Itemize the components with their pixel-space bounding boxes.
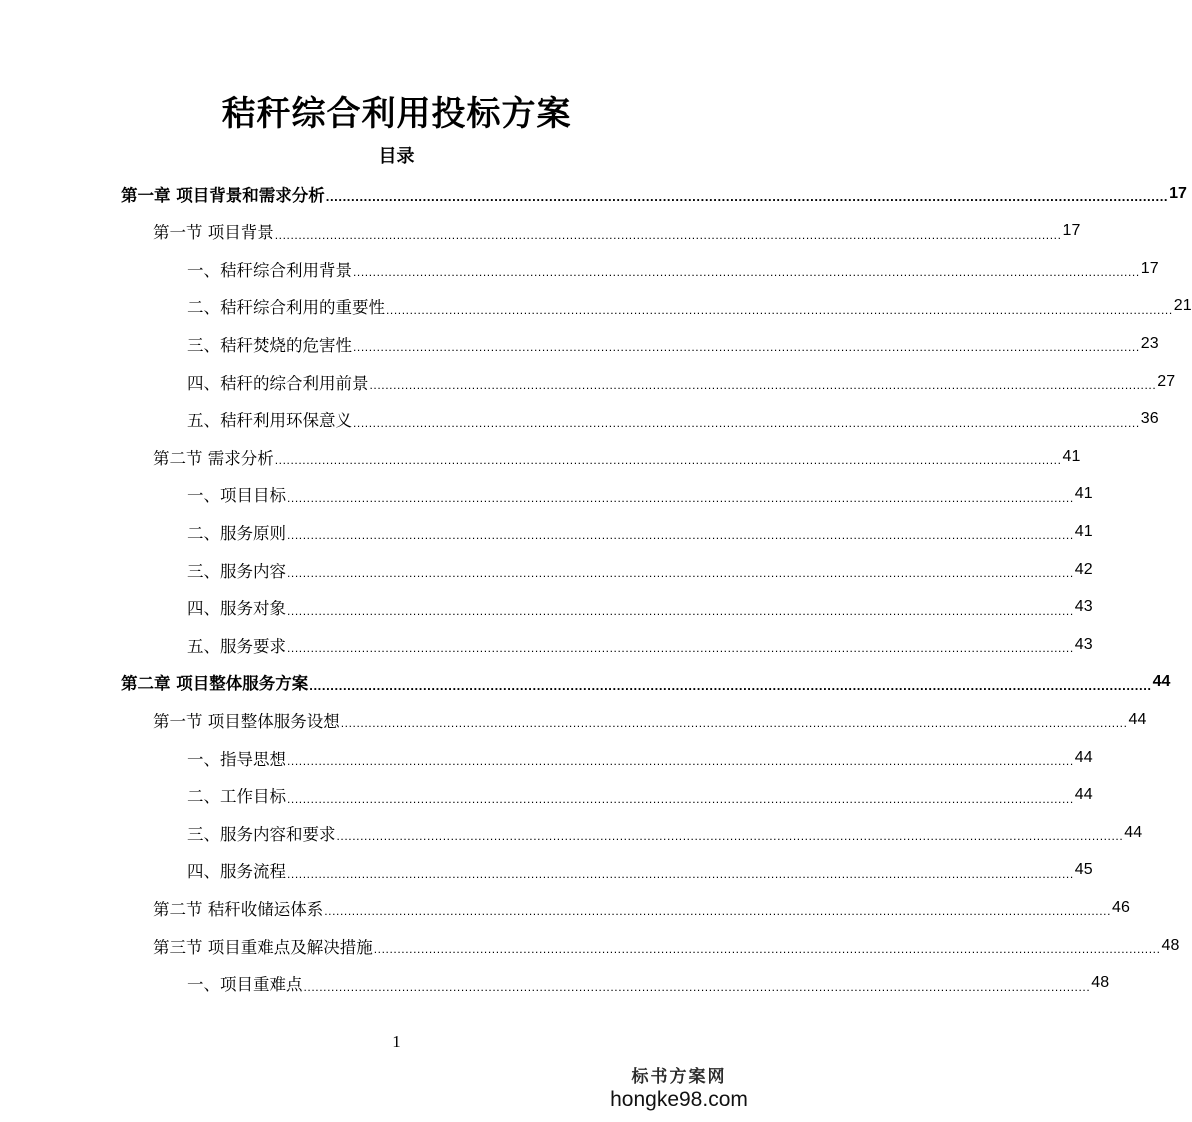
toc-leader-dots: ........................................................................................................................................................................................................ bbox=[369, 378, 1157, 392]
toc-leader-dots: ........................................................................................................................................................................................................ bbox=[287, 566, 1074, 580]
toc-leader-dots: ........................................................................................................................................................................................................ bbox=[287, 754, 1074, 768]
toc-leader-dots: ........................................................................................................................................................................................................ bbox=[353, 340, 1140, 355]
page-number: 1 bbox=[392, 1032, 401, 1051]
toc-entry-page: 41 bbox=[1074, 485, 1093, 503]
toc-entry-title: 第三节 项目重难点及解决措施 bbox=[153, 937, 373, 957]
toc-entry-title: 五、服务要求 bbox=[187, 636, 286, 656]
toc-entry-title: 一、指导思想 bbox=[187, 749, 286, 769]
toc-entry-page: 36 bbox=[1140, 410, 1159, 428]
toc-leader-dots: ........................................................................................................................................................................................................ bbox=[303, 979, 1091, 994]
toc-entry-page: 42 bbox=[1074, 560, 1093, 578]
toc-entry-page: 48 bbox=[1091, 974, 1110, 992]
toc-entry-title: 第二章 项目整体服务方案 bbox=[121, 674, 309, 694]
toc-heading: 目录 bbox=[378, 146, 415, 167]
toc-entry-title: 第二节 需求分析 bbox=[153, 448, 274, 468]
toc-entry-title: 三、秸秆焚烧的危害性 bbox=[187, 335, 352, 355]
toc-entry[interactable] bbox=[153, 701, 1147, 738]
toc-entry-title: 二、秸秆综合利用的重要性 bbox=[187, 298, 385, 318]
toc-entry-page: 17 bbox=[1062, 222, 1081, 240]
toc-leader-dots: ........................................................................................................................................................................................................ bbox=[274, 453, 1062, 468]
toc-entry-title: 二、工作目标 bbox=[187, 787, 286, 807]
toc-entry[interactable] bbox=[187, 288, 1192, 325]
toc-leader-dots: ........................................................................................................................................................................................................ bbox=[340, 716, 1128, 731]
toc-entry-title: 一、项目目标 bbox=[187, 486, 286, 506]
toc-entry[interactable] bbox=[187, 513, 1093, 550]
toc-entry[interactable] bbox=[153, 927, 1180, 964]
toc-entry-title: 一、秸秆综合利用背景 bbox=[187, 260, 352, 280]
toc-leader-dots: ........................................................................................................................................................................................................ bbox=[353, 265, 1140, 280]
toc-leader-dots: ........................................................................................................................................................................................................ bbox=[274, 227, 1062, 242]
toc-entry-title: 第一章 项目背景和需求分析 bbox=[121, 185, 325, 205]
toc-entry-title: 四、秸秆的综合利用前景 bbox=[187, 373, 369, 393]
toc-entry-page: 45 bbox=[1074, 861, 1093, 879]
toc-entry-title: 三、服务内容 bbox=[187, 561, 286, 581]
toc-entry-page: 43 bbox=[1074, 635, 1093, 653]
toc-entry-page: 41 bbox=[1074, 522, 1093, 540]
toc-leader-dots: ........................................................................................................................................................................................................ bbox=[287, 528, 1074, 543]
toc-entry-title: 一、项目重难点 bbox=[187, 975, 303, 995]
toc-leader-dots: ........................................................................................................................................................................................................ bbox=[353, 415, 1140, 430]
toc-entry-title: 二、服务原则 bbox=[187, 523, 286, 543]
toc-entry-page: 43 bbox=[1074, 598, 1093, 616]
toc-entry-title: 第一节 项目背景 bbox=[153, 223, 274, 243]
toc-entry-page: 44 bbox=[1074, 786, 1093, 804]
toc-entry[interactable] bbox=[187, 739, 1093, 776]
toc-entry-title: 三、服务内容和要求 bbox=[187, 824, 336, 844]
toc-entry-page: 21 bbox=[1173, 297, 1192, 315]
toc-leader-dots: ........................................................................................................................................................................................................ bbox=[287, 490, 1074, 505]
toc-leader-dots: ........................................................................................................................................................................................................ bbox=[336, 829, 1124, 844]
toc-entry-title: 四、服务对象 bbox=[187, 599, 286, 619]
watermark-name: 标书方案网 bbox=[631, 1067, 727, 1087]
toc-entry[interactable] bbox=[187, 852, 1093, 889]
toc-leader-dots: ........................................................................................................................................................................................................ bbox=[287, 641, 1074, 656]
watermark bbox=[579, 1066, 779, 1112]
toc-entry[interactable] bbox=[187, 551, 1093, 588]
toc-entry-page: 44 bbox=[1128, 710, 1147, 728]
toc-entry-page: 23 bbox=[1140, 334, 1159, 352]
toc-entry-title: 四、服务流程 bbox=[187, 862, 286, 882]
toc-entry-page: 27 bbox=[1157, 372, 1176, 390]
toc-entry[interactable] bbox=[187, 626, 1093, 663]
toc-entry[interactable] bbox=[187, 777, 1093, 814]
toc-entry[interactable] bbox=[187, 476, 1093, 513]
toc-entry[interactable] bbox=[121, 175, 1187, 212]
toc-entry-page: 41 bbox=[1062, 447, 1081, 465]
toc-leader-dots: ........................................................................................................................................................................................................ bbox=[324, 904, 1112, 919]
toc-entry-page: 46 bbox=[1112, 898, 1130, 916]
toc-leader-dots: ........................................................................................................................................................................................................ bbox=[386, 302, 1173, 317]
toc-entry[interactable] bbox=[187, 250, 1159, 287]
toc-entry-page: 44 bbox=[1124, 823, 1143, 841]
toc-entry-title: 五、秸秆利用环保意义 bbox=[187, 411, 352, 431]
toc-leader-dots: ........................................................................................................................................................................................................ bbox=[287, 866, 1074, 881]
toc-entry-page: 17 bbox=[1169, 184, 1187, 202]
toc-entry[interactable] bbox=[121, 664, 1171, 701]
toc-entry-page: 44 bbox=[1074, 748, 1093, 766]
toc-entry[interactable] bbox=[153, 213, 1081, 250]
watermark-url: hongke98.com bbox=[610, 1088, 748, 1111]
toc-entry-page: 44 bbox=[1152, 673, 1171, 691]
toc-entry[interactable] bbox=[153, 438, 1081, 475]
toc-entry-page: 17 bbox=[1140, 259, 1159, 277]
toc-entry-page: 48 bbox=[1161, 936, 1180, 954]
toc-leader-dots: ........................................................................................................................................................................................................ bbox=[325, 189, 1169, 204]
toc-leader-dots: ........................................................................................................................................................................................................ bbox=[287, 791, 1074, 806]
toc-entry[interactable] bbox=[187, 363, 1176, 400]
toc-leader-dots: ........................................................................................................................................................................................................ bbox=[309, 677, 1152, 693]
toc-entry-title: 第二节 秸秆收储运体系 bbox=[153, 899, 324, 919]
toc-entry[interactable] bbox=[187, 401, 1159, 438]
toc-entry[interactable] bbox=[187, 325, 1159, 362]
toc-leader-dots: ........................................................................................................................................................................................................ bbox=[287, 603, 1074, 618]
toc-leader-dots: ........................................................................................................................................................................................................ bbox=[373, 942, 1161, 956]
toc-entry[interactable] bbox=[153, 889, 1130, 926]
page-title: 秸秆综合利用投标方案 bbox=[221, 94, 572, 134]
toc-entry-title: 第一节 项目整体服务设想 bbox=[153, 711, 340, 731]
toc-entry[interactable] bbox=[187, 589, 1093, 626]
toc-entry[interactable] bbox=[187, 965, 1110, 1002]
toc-entry[interactable] bbox=[187, 814, 1143, 851]
